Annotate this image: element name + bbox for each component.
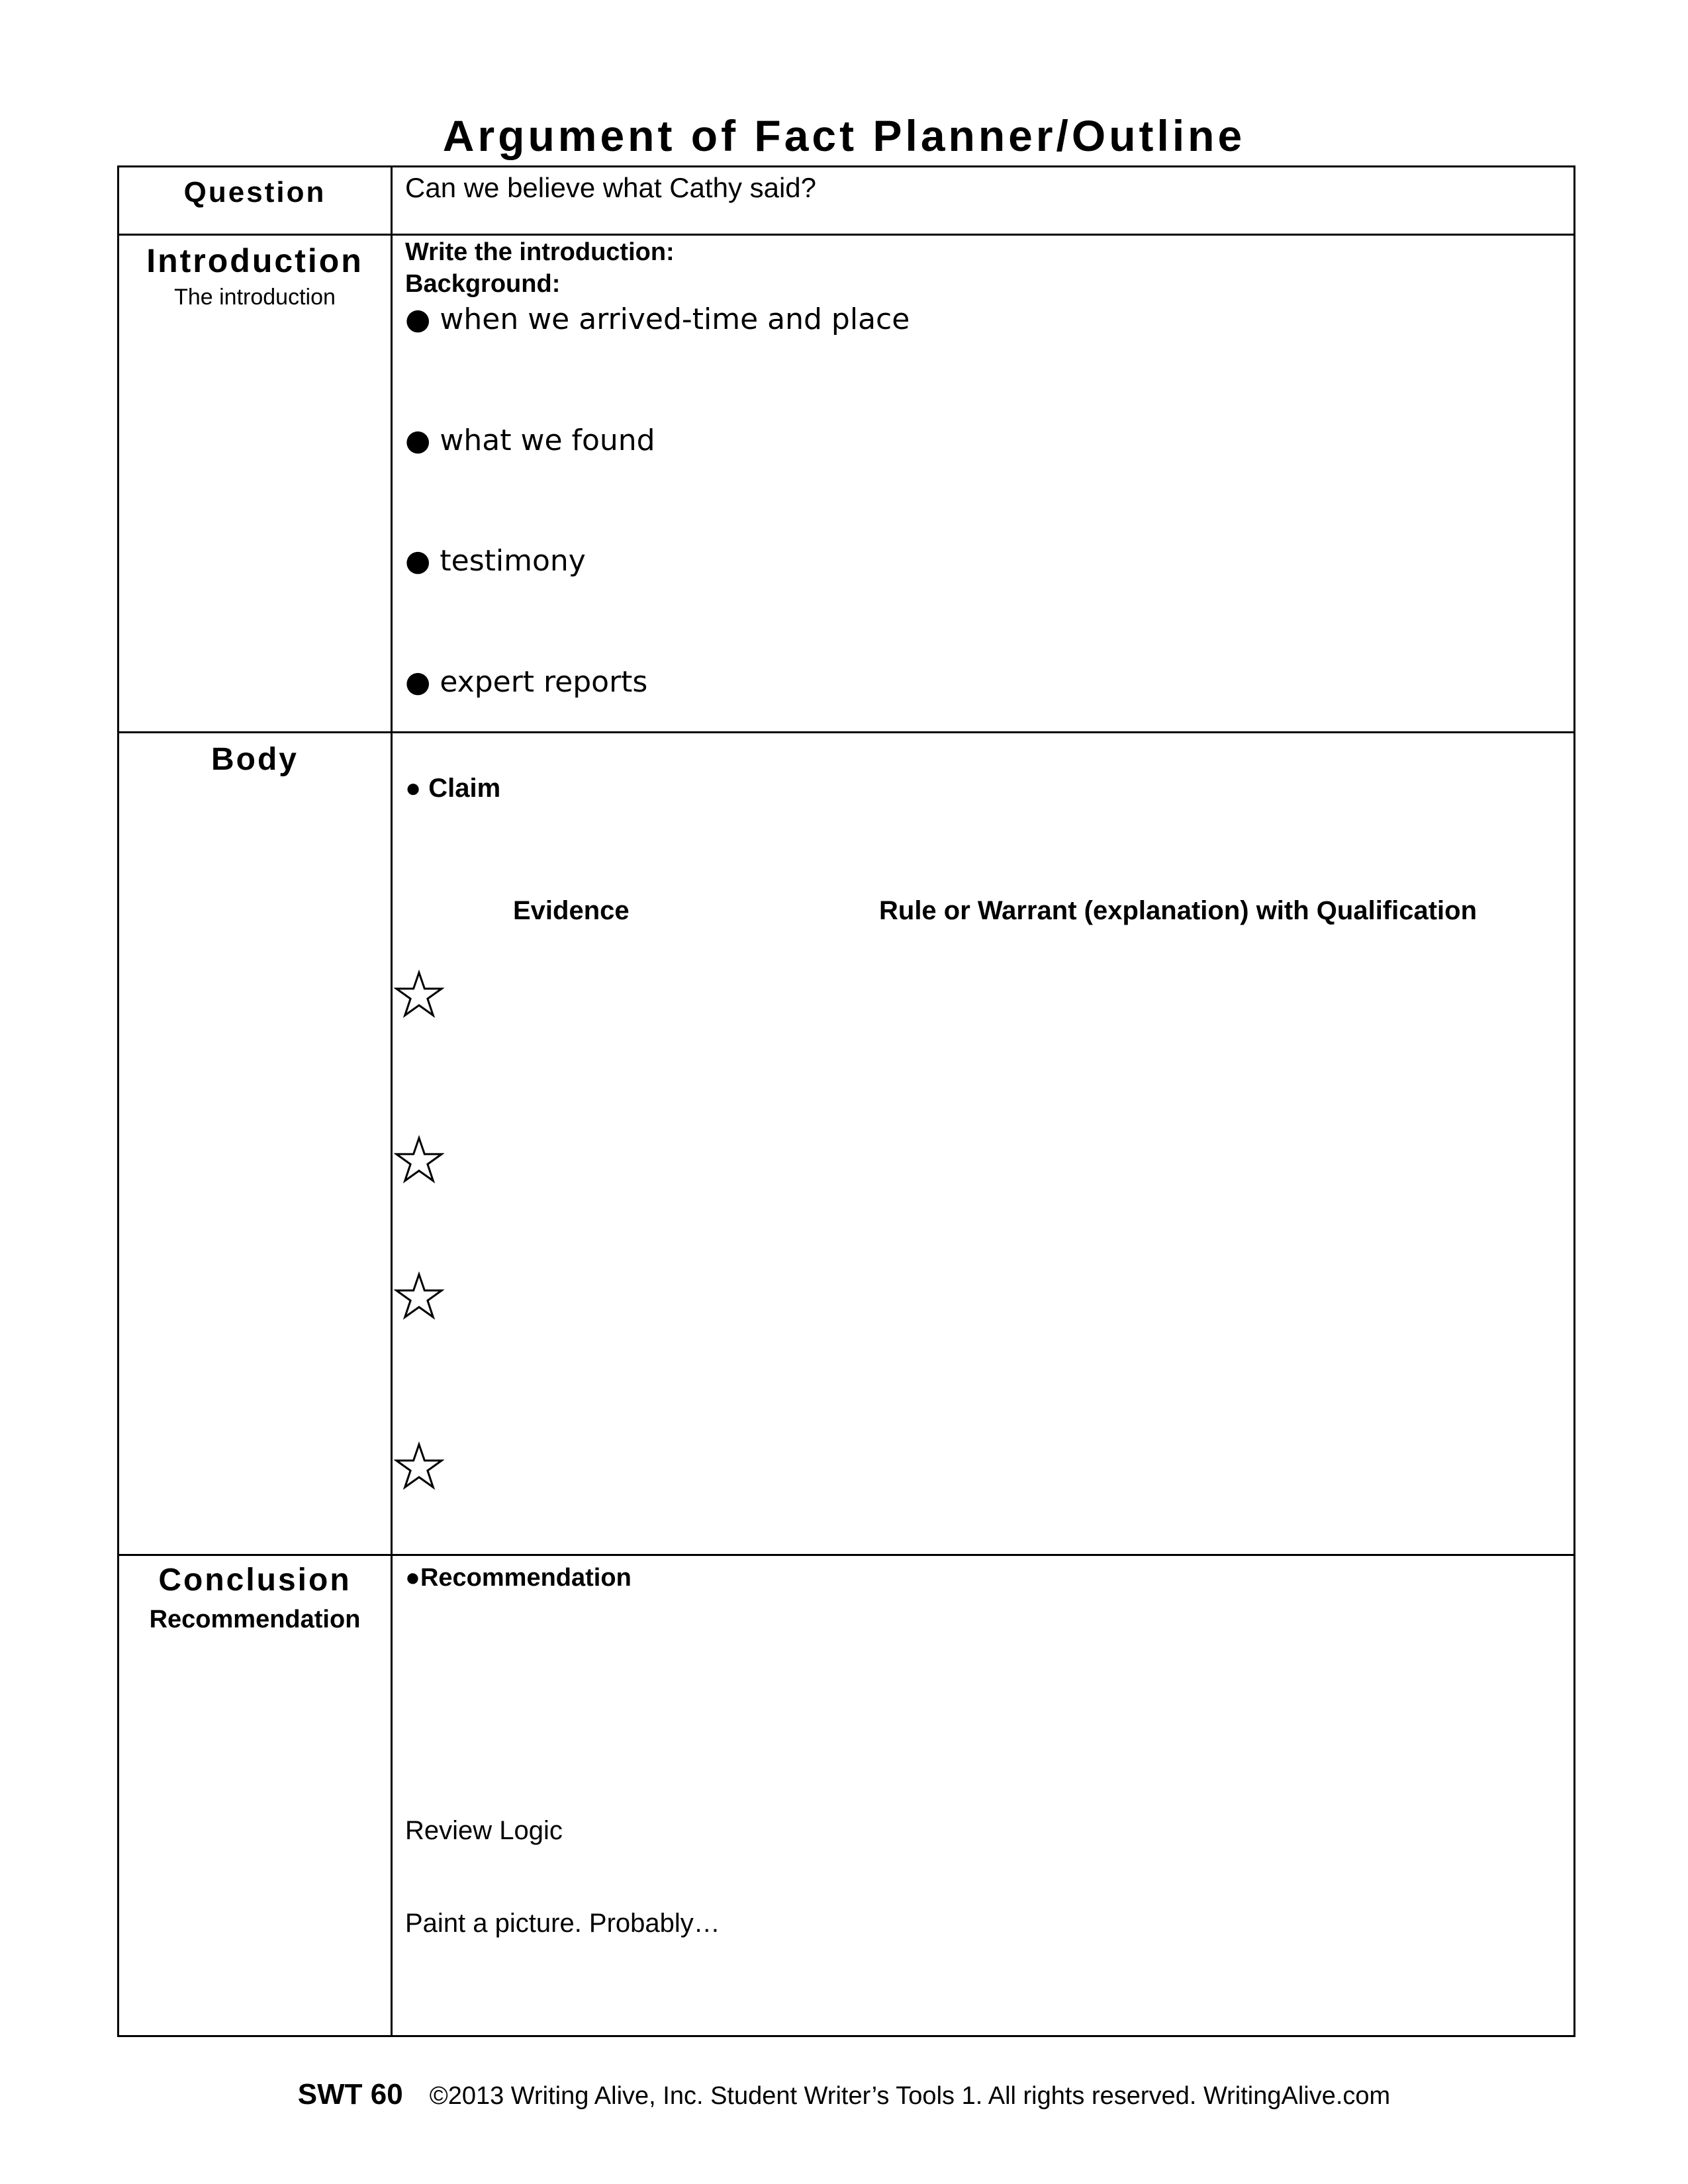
intro-bullet-arrived: ● when we arrived-time and place [405,302,910,336]
conclusion-label: Conclusion [158,1563,352,1598]
intro-bullet-testimony: ● testimony [405,544,586,578]
body-label: Body [211,742,299,777]
introduction-heading: Write the introduction: [405,238,675,266]
question-label: Question [183,176,326,208]
page-title: Argument of Fact Planner/Outline [442,111,1246,160]
row-divider-question [119,234,1573,236]
background-heading: Background: [405,270,561,298]
row-divider-introduction [119,731,1573,733]
intro-bullet-expert: ● expert reports [405,665,648,699]
footer-copyright: ©2013 Writing Alive, Inc. Student Writer’s Tools 1. All rights reserved. WritingAlive.com [429,2082,1391,2110]
footer-code: SWT 60 [297,2078,403,2111]
star-outline-icon [394,1271,444,1322]
rule-warrant-header: Rule or Warrant (explanation) with Qualification [879,896,1477,925]
star-outline-icon [394,1441,444,1492]
introduction-sublabel: The introduction [174,285,336,310]
conclusion-sublabel: Recommendation [149,1606,361,1633]
paint-picture-text: Paint a picture. Probably… [405,1909,720,1938]
row-divider-body [119,1554,1573,1556]
claim-bullet: ● Claim [405,774,501,803]
star-outline-icon [394,1135,444,1185]
footer [0,2078,1688,2111]
review-logic-text: Review Logic [405,1816,563,1845]
evidence-header: Evidence [513,896,630,925]
introduction-label: Introduction [146,242,363,279]
recommendation-bullet: ●Recommendation [405,1564,632,1592]
column-divider [391,167,393,2035]
outline-table [117,165,1575,2037]
star-outline-icon [394,970,444,1020]
question-text: Can we believe what Cathy said? [405,172,817,203]
intro-bullet-found: ● what we found [405,424,655,457]
